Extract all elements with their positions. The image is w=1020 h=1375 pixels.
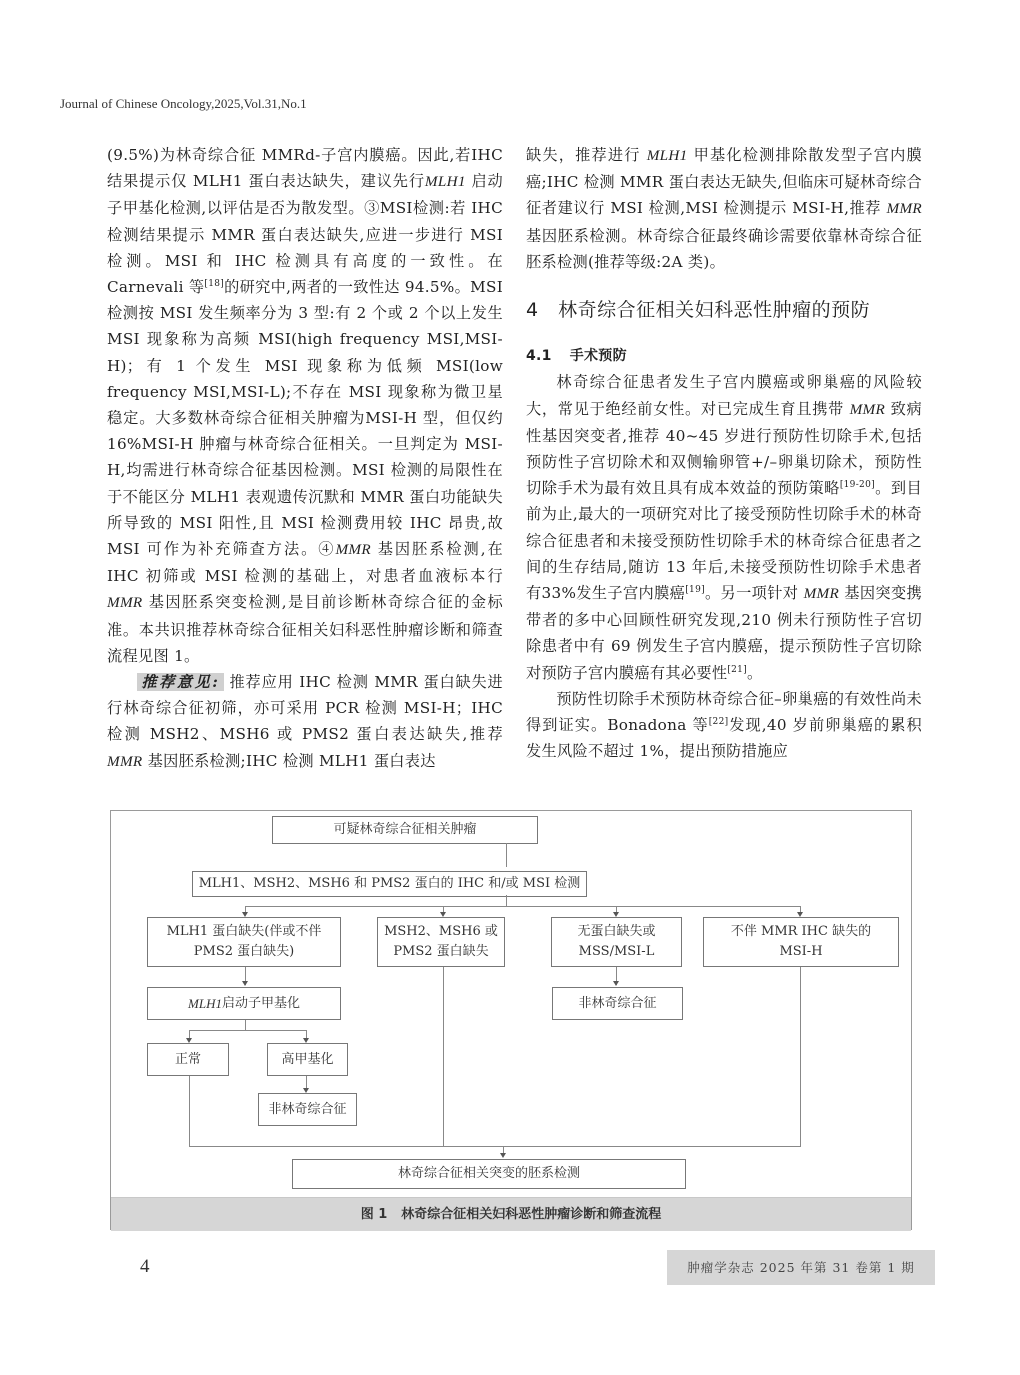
node-msi-h-without-ihc-loss: 不伴 MMR IHC 缺失的 MSI-H [703,917,899,967]
connector [245,906,801,907]
node-mlh1-loss: MLH1 蛋白缺失(伴或不伴 PMS2 蛋白缺失) [147,917,341,967]
node-mlh1-promoter-methylation: MLH1 启动子甲基化 [147,987,341,1020]
node-suspected-lynch-tumor: 可疑林奇综合征相关肿瘤 [272,816,538,844]
section-heading: 4 林奇综合征相关妇科恶性肿瘤的预防 [526,299,871,322]
arrow-icon [440,912,446,917]
node-germline-testing: 林奇综合征相关突变的胚系检测 [292,1159,686,1189]
node-normal: 正常 [147,1043,229,1076]
node-ihc-msi-test: MLH1、MSH2、MSH6 和 PMS2 蛋白的 IHC 和/或 MSI 检测 [192,871,587,897]
right-paragraph-1: 缺失，推荐进行 MLH1 甲基化检测排除散发型子宫内膜癌;IHC 检测 MMR 蛋白表达无缺失,但临床可疑林奇综合征者建议行 MSI 检测,MSI 检测提示 MSI-H,推荐 MMR 基因胚系检测。林奇综合征最终确诊需要依靠林奇综合征胚系检测(推荐等级:2A 类)。 [526,146,923,271]
citation-21[interactable]: [21] [727,664,748,675]
connector [189,1146,801,1147]
arrow-icon [186,1038,192,1043]
recommendation-label: 推荐意见: [137,673,223,691]
citation-19[interactable]: [19] [685,584,705,595]
arrow-icon [303,1038,309,1043]
citation-22[interactable]: [22] [708,717,729,727]
subsection-heading: 4.1 手术预防 [526,348,627,365]
left-paragraph-1: (9.5%)为林奇综合征 MMRd-子宫内膜癌。因此,若IHC 结果提示仅 MLH1 蛋白表达缺失，建议先行MLH1 启动子甲基化检测,以评估是否为散发型。③MSI检测:若 IHC 检测结果提示 MMR 蛋白表达缺失,应进一步进行 MSI 检测。MSI 和 IHC 检测具有高度的一致性。在 Carnevali 等[18]的研究中,两者的一致性达 94.5%。MSI 检测按 MSI 发生频率分为 3 型:有 2 个或 2 个以上发生 MSI 现象称为高频 MSI(high frequency MSI,MSI-H)；有 1 个发生 MSI 现象称为低频 MSI(low frequency MSI,MSI-L);不存在 MSI 现象称为微卫星稳定。大多数林奇综合征相关肿瘤为MSI-H 型，但仅约 16%MSI-H 肿瘤与林奇综合征相关。一旦判定为 MSI-H,均需进行林奇综合征基因检测。MSI 检测的局限性在于不能区分 MLH1 表观遗传沉默和 MMR 蛋白功能缺失所导致的 MSI 阳性,且 MSI 检测费用较 IHC 昂贵,故 MSI 可作为补充筛查方法。④MMR 基因胚系检测,在 IHC 初筛或 MSI 检测的基础上，对患者血液标本行 MMR 基因胚系突变检测,是目前诊断林奇综合征的金标准。本共识推荐林奇综合征相关妇科恶性肿瘤诊断和筛查流程见图 1。 [107,146,503,665]
arrow-icon [613,912,619,917]
right-paragraph-2: 林奇综合征患者发生子宫内膜癌或卵巢癌的风险较大，常见于绝经前女性。对已完成生育且携带 MMR 致病性基因突变者,推荐 40~45 岁进行预防性切除手术,包括预防性子宫切除术和双侧输卵管+/–卵巢切除术，预防性切除手术为最有效且具有成本效益的预防策略[19-20]。到目前为止,最大的一项研究对比了接受预防性切除手术的林奇综合征患者和未接受预防性切除手术的林奇综合征患者之间的生存结局,随访 13 年后,未接受预防性切除手术患者有33%发生子宫内膜癌[19]。另一项针对 MMR 基因突变携带者的多中心回顾性研究发现,210 例未行预防性子宫切除患者中有 69 例发生子宫内膜癌，提示预防性子宫切除对预防子宫内膜癌有其必要性[21]。 [526,373,922,682]
connector [189,1076,190,1146]
arrow-icon [303,1088,309,1093]
node-no-protein-loss: 无蛋白缺失或 MSS/MSI-L [551,917,682,967]
connector [443,967,444,1146]
left-column [107,142,503,775]
arrow-icon [242,912,248,917]
connector [245,1020,246,1030]
connector [506,843,507,867]
node-non-lynch-right: 非林奇综合征 [552,987,683,1020]
figure-caption: 图 1 林奇综合征相关妇科恶性肿瘤诊断和筛查流程 [111,1197,911,1231]
connector [506,895,507,906]
recommendation-paragraph: 推荐意见: 推荐应用 IHC 检测 MMR 蛋白缺失进行林奇综合征初筛，亦可采用 PCR 检测 MSI-H；IHC 检测 MSH2、MSH6 或 PMS2 蛋白表达缺失,推荐 MMR 基因胚系检测;IHC 检测 MLH1 蛋白表达 [107,673,504,770]
arrow-icon [797,912,803,917]
connector [189,1030,306,1031]
running-head: Journal of Chinese Oncology,2025,Vol.31,No.1 [60,96,307,111]
page-number: 4 [140,1256,150,1277]
node-non-lynch-left: 非林奇综合征 [258,1093,357,1126]
connector [800,967,801,1146]
right-column [526,142,922,764]
citation-18[interactable]: [18] [204,278,225,289]
right-paragraph-3: 预防性切除手术预防林奇综合征–卵巢癌的有效性尚未得到证实。Bonadona 等[22]发现,40 岁前卵巢癌的累积发生风险不超过 1%，提出预防措施应 [526,689,923,761]
arrow-icon [500,1153,506,1158]
footer-journal-info: 肿瘤学杂志 2025 年第 31 卷第 1 期 [667,1250,935,1285]
node-msh-pms2-loss: MSH2、MSH6 或 PMS2 蛋白缺失 [377,917,505,967]
citation-19-20[interactable]: [19-20] [839,480,875,491]
arrow-icon [242,981,248,986]
arrow-icon [613,981,619,986]
node-hypermethylation: 高甲基化 [267,1043,348,1076]
